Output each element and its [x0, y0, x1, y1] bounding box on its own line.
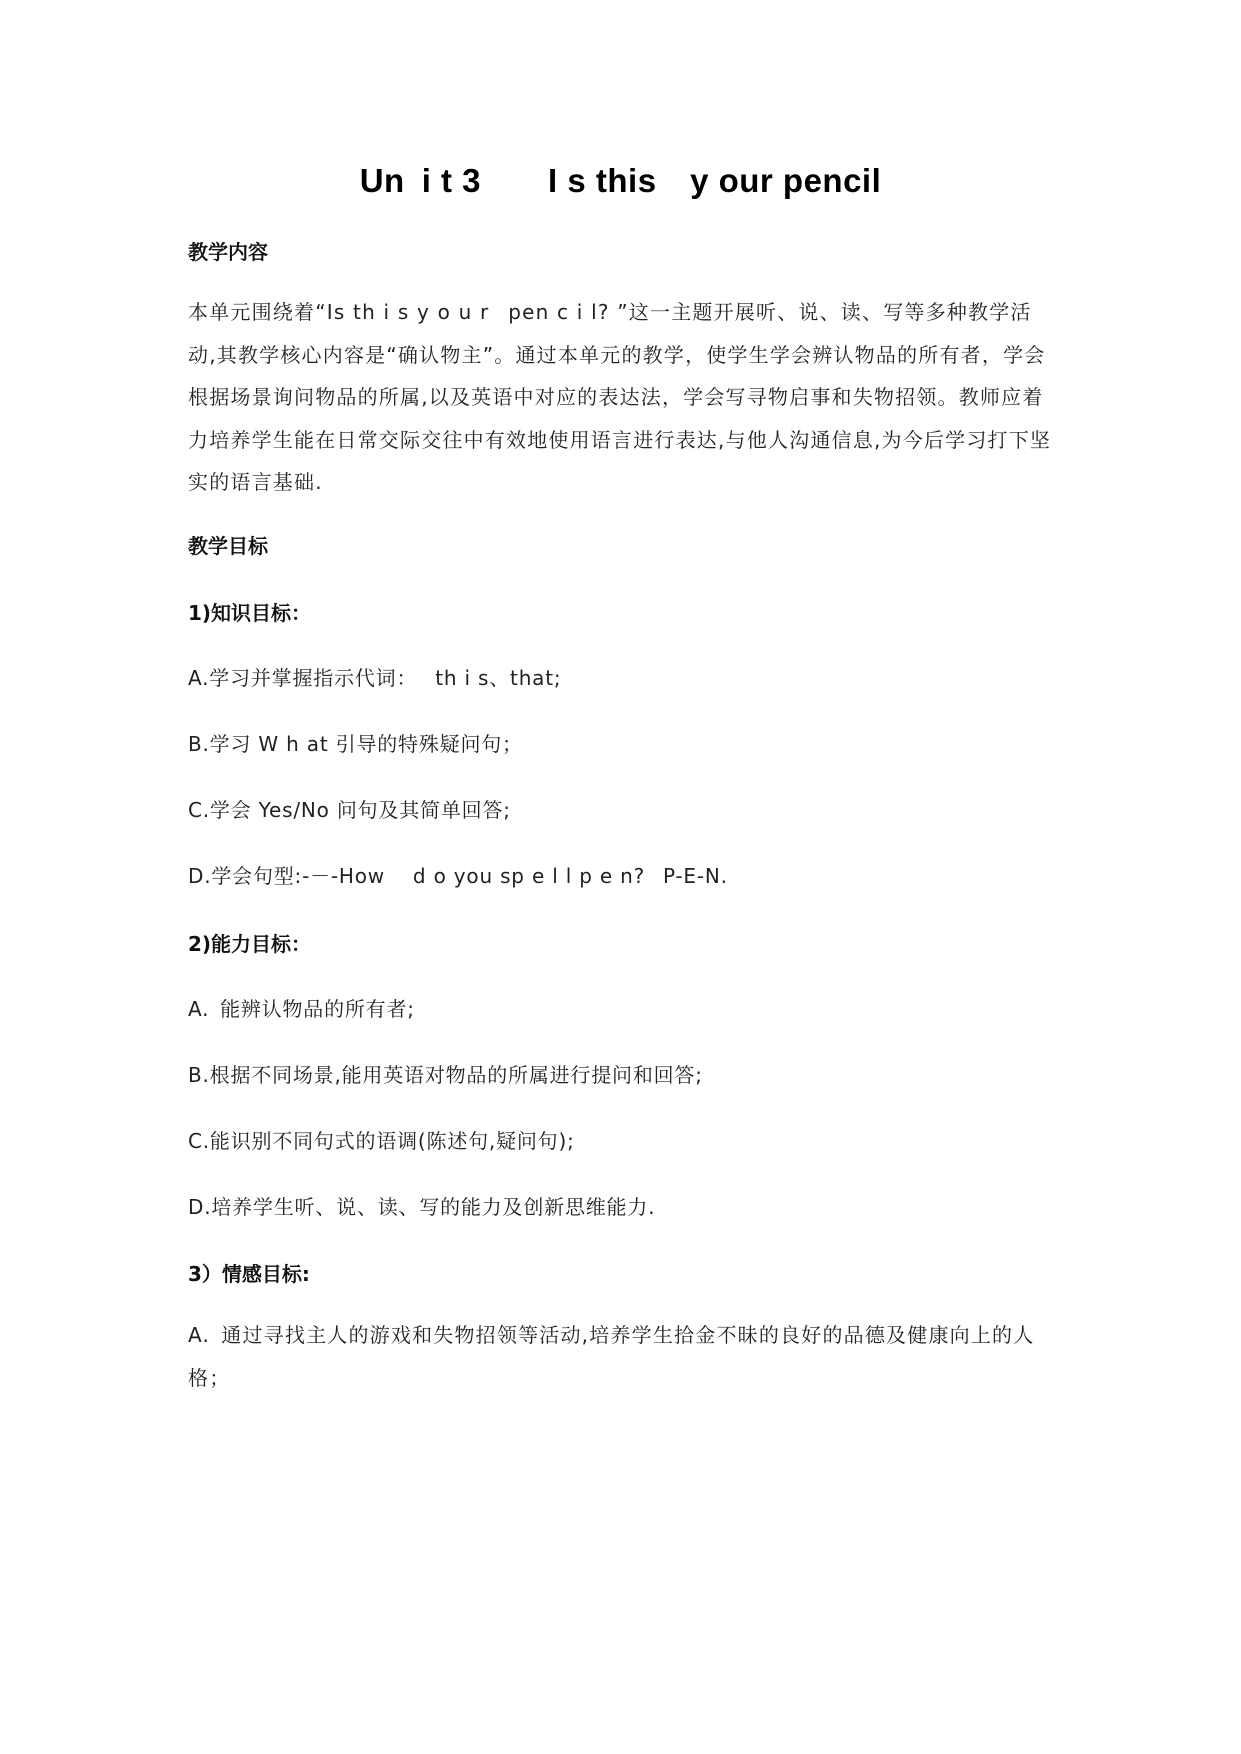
ability-item-b: B.根据不同场景,能用英语对物品的所属进行提问和回答;	[188, 1063, 703, 1087]
emotion-goals-heading: 3）情感目标:	[188, 1262, 310, 1286]
knowledge-item-d: D.学会句型:-－-How d o you sp e l l p e n? P-E-N.	[188, 864, 728, 888]
ability-item-c: C.能识别不同句式的语调(陈述句,疑问句);	[188, 1129, 575, 1153]
ability-item-d: D.培养学生听、说、读、写的能力及创新思维能力.	[188, 1195, 656, 1219]
section-heading-goals: 教学目标	[188, 534, 268, 558]
knowledge-item-c: C.学会 Yes/No 问句及其简单回答;	[188, 798, 511, 822]
document-title: Un i t 3 I s this y our pencil	[359, 162, 882, 199]
ability-item-a: A. 能辨认物品的所有者;	[188, 997, 415, 1021]
knowledge-item-a: A.学习并掌握指示代词： th i s、that;	[188, 666, 562, 690]
knowledge-goals-heading: 1)知识目标：	[188, 601, 312, 625]
ability-goals-heading: 2)能力目标：	[188, 932, 312, 956]
content-paragraph: 本单元围绕着“Is th i s y o u r pen c i l? ”这一主题开展听、说、读、写等多种教学活动,其教学核心内容是“确认物主”。通过本单元的教学，使学生学会辨认物品的所有者，学会根据场景询问物品的所属,以及英语中对应的表达法，学会写寻物启事和失物招领。教师应着力培养学生能在日常交际交往中有效地使用语言进行表达,与他人沟通信息,为今后学习打下坚实的语言基础.	[188, 300, 1052, 494]
emotion-item-a: A. 通过寻找主人的游戏和失物招领等活动,培养学生拾金不昧的良好的品德及健康向上的人格；	[188, 1323, 1035, 1390]
section-heading-content: 教学内容	[188, 240, 268, 264]
knowledge-item-b: B.学习 W h at 引导的特殊疑问句；	[188, 732, 523, 756]
